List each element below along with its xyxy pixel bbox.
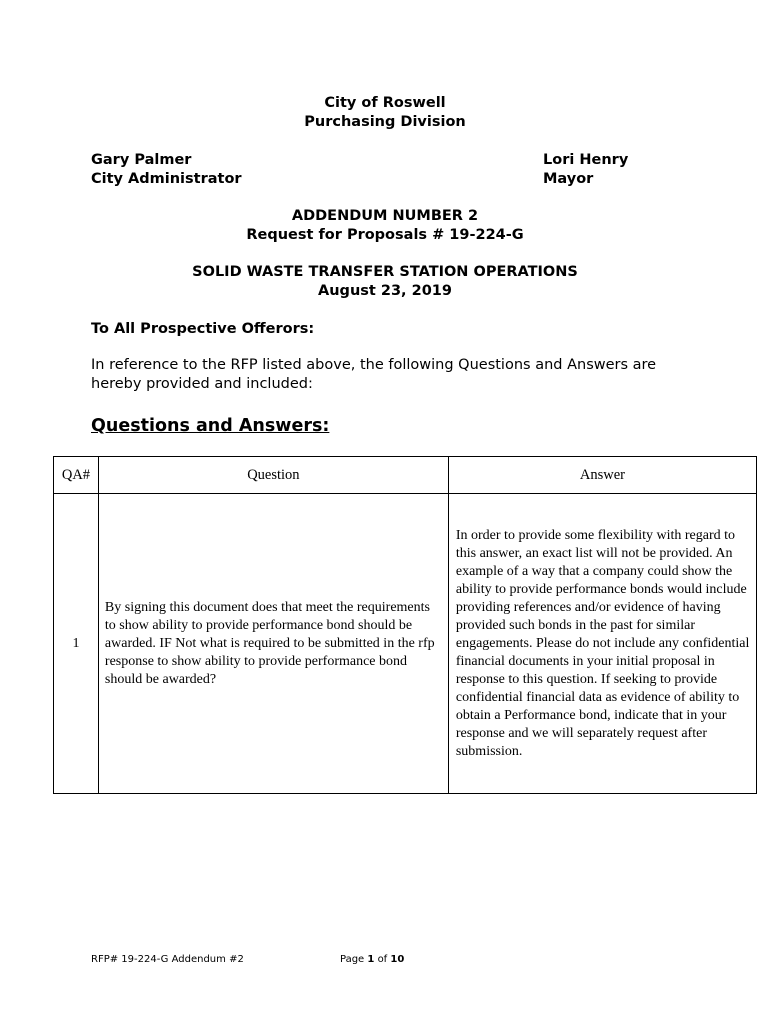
page-total: 10 [390,954,405,965]
footer-doc-ref: RFP# 19-224-G Addendum #2 [91,954,244,965]
administrator-title: City Administrator [91,171,242,187]
mayor-title: Mayor [543,171,594,187]
question-text: By signing this document does that meet the requirements to show ability to provide performance bond should be awarded. IF Not what is required to be submitted in the rfp response to show ability to provide performance bond should be awarded? [98,494,448,794]
org-name: City of Roswell [324,95,446,111]
addendum-date: August 23, 2019 [318,283,452,299]
salutation: To All Prospective Offerors: [91,321,315,337]
qa-table [53,456,757,794]
page-current: 1 [367,954,375,965]
division-name: Purchasing Division [304,114,466,130]
answer-text: In order to provide some flexibility with regard to this answer, an exact list will not be provided. An example of a way that a company could show the ability to provide performance bonds would include providing references and/or evidence of having provided such bonds in the past for similar engagements. Please do not include any confidential financial documents in your initial proposal in response to this question. If seeking to provide confidential financial data as evidence of ability to obtain a Performance bond, indicate that in your response and we will separately request after submission. [448,494,756,794]
table-row [54,494,757,794]
header-answer: Answer [448,457,756,494]
project-title: SOLID WASTE TRANSFER STATION OPERATIONS [192,264,578,280]
addendum-number: ADDENDUM NUMBER 2 [291,208,479,224]
mayor-name: Lori Henry [543,152,629,168]
header-question: Question [98,457,448,494]
rfp-number: Request for Proposals # 19-224-G [246,227,524,243]
qa-number: 1 [54,494,99,794]
administrator-name: Gary Palmer [91,152,192,168]
table-header-row [54,457,757,494]
page-number [340,954,404,965]
page-prefix: Page [340,954,365,965]
section-title: Questions and Answers: [91,416,330,436]
page-of: of [377,954,388,965]
header-qa-number: QA# [54,457,99,494]
intro-paragraph: In reference to the RFP listed above, the following Questions and Answers are hereby provided and included: [91,357,657,392]
